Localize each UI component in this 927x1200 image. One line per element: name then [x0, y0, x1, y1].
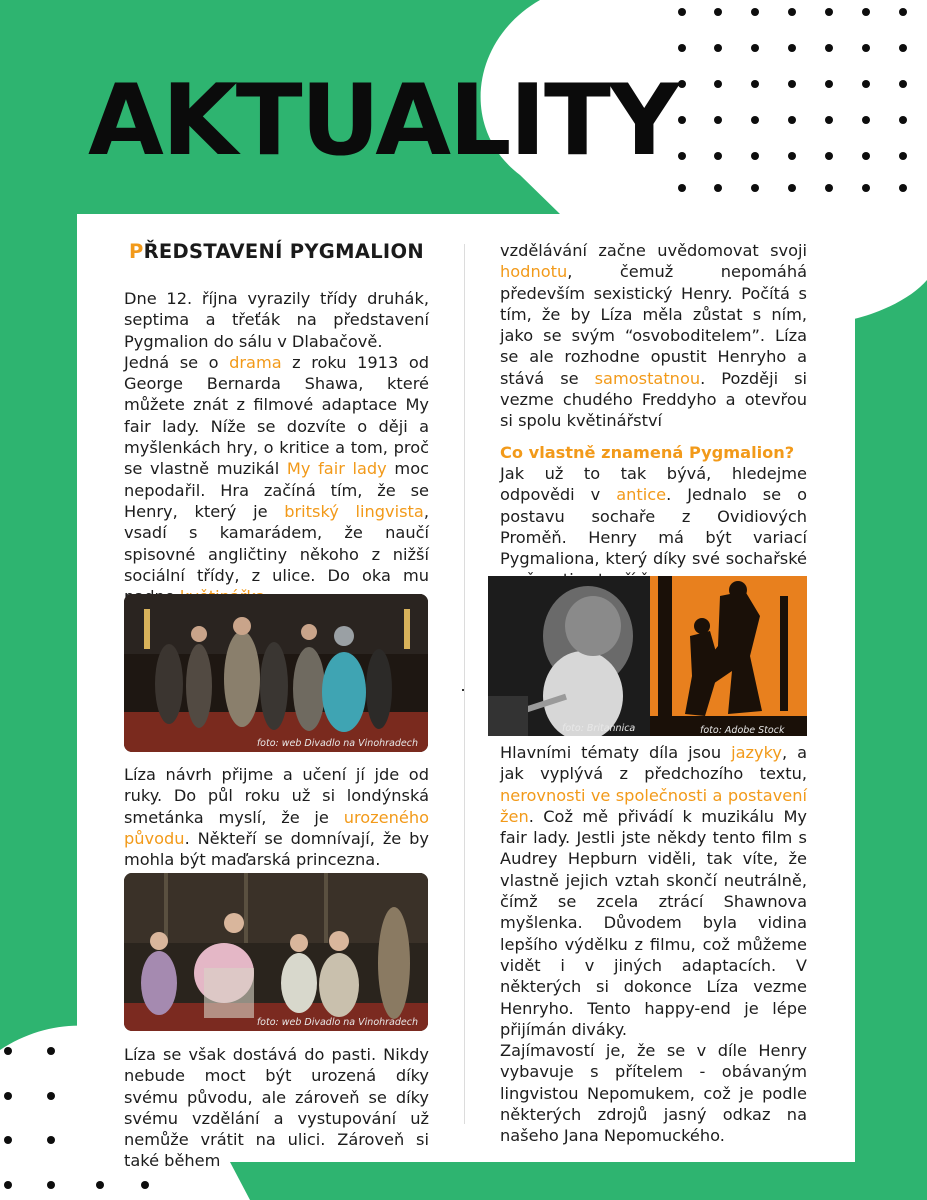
left-text-block-2: [124, 764, 429, 870]
highlight-drama: drama: [229, 352, 282, 372]
stage-photo-2-image: [124, 873, 428, 1031]
highlight-independent: samostatnou: [594, 368, 701, 388]
photo-credit-britannica: foto: Britannica: [562, 723, 636, 734]
photo-credit-adobe: foto: Adobe Stock: [700, 725, 785, 736]
plot-paragraph: Jedná se o drama z roku 1913 od George Bernarda Shawa, které můžete znát z filmové adaptace My fair lady. Níže se dozvíte o ději a myšlenkách hry, o kritice a tom, proč se vlastně muzikál My fair lady moc nepodařil. Hra začíná tím, že se Henry, který je britský lingvista, vsadí s kamarádem, že naučí spisovné angličtiny někoho z nižší sociální třídy, z ulice. Do oka mu: [124, 352, 429, 608]
trap-paragraph: Líza se však dostává do pasti. Nikdy nebude moct být urozená díky svému původu, ale zároveň se díky svému vzdělání a vystupování už nemůže vrátit na ulici. Zároveň si také během: [124, 1045, 429, 1171]
shaw-portrait: [488, 576, 650, 736]
article-title: [124, 240, 429, 263]
photo-credit-2: foto: web Divadlo na Vinohradech: [256, 1017, 418, 1028]
column-divider: [464, 244, 465, 1124]
intro-paragraph: Dne 12. října vyrazily třídy druhák, septima a třeťák na představení Pygmalion do sálu v Dlabačově.: [124, 289, 429, 351]
left-text-block-3: [124, 1044, 429, 1172]
stage-photo-2: [124, 873, 428, 1031]
section-subheading: Co vlastně znamená Pygmalion?: [500, 442, 795, 462]
value-paragraph: vzdělávání začne uvědomovat svoji hodnotu, čemuž nepomáhá především sexistický Henry. Počítá s tím, že by Líza měla zůstat s ním, jako se svým “osvoboditelem”. Líza se ale rozhodne opustit Henryho a stává se samostatnou. Později si vezme chudého Freddyho a otevřou si spolu květinářství: [500, 241, 808, 431]
highlight-inequality: nerovnosti ve společnosti a postavení žen: [500, 785, 807, 826]
highlight-antiquity: antice: [616, 485, 667, 505]
themes-paragraph: Hlavními tématy díla jsou jazyky, a jak vyplývá z předchozího textu, nerovnosti ve společnosti a postavení žen. Což mě přivádí k muzikálu My fair lady. Jestli jste někdy tento film s Audrey Hepburn viděli, tak víte, že vlastně jejich vztah skončí neutrálně, čímž se zcela ztrácí Shawnova myšlenka. Důvodem byla vidina lepšího výdělku z filmu, což můžeme vidět i v jiných adaptacích. V některých si dokonce Líza vezme Henryho. Tento happy-end je lépe přijímán diváky.: [500, 743, 807, 1039]
left-text-block-1: [124, 288, 429, 607]
shaw-portrait-image: [488, 576, 650, 736]
highlight-my-fair-lady: My fair lady: [286, 459, 387, 479]
right-text-block-2: [500, 742, 807, 1147]
stage-photo-1-image: [124, 594, 428, 752]
title-rest: ŘEDSTAVENÍ PYGMALION: [143, 240, 424, 263]
myth-paragraph: Jak už to tak bývá, hledejme odpovědi v antice. Jednalo se o postavu sochaře z Ovidiových Proměň. Henry má být variací Pygmaliona, který díky své sochařské: [500, 463, 808, 569]
pygmalion-vase-art: [650, 576, 807, 736]
pygmalion-vase-image: [650, 576, 807, 736]
highlight-linguist: britský lingvista: [284, 501, 424, 521]
highlight-languages: jazyky: [731, 743, 782, 762]
stage-photo-1: [124, 594, 428, 752]
page-masthead: AKTUALITY: [88, 64, 678, 178]
center-dot: [462, 689, 464, 691]
highlight-value: hodnotu: [500, 262, 568, 282]
learning-paragraph: Líza návrh přijme a učení jí jde od ruky. Do půl roku už si londýnská smetánka myslí, že je urozeného původu. Někteří se domnívají, že by mohla být maďarská princezna.: [124, 765, 429, 870]
title-initial: P: [129, 240, 144, 263]
highlight-noble-origin: urozeného původu: [124, 807, 429, 848]
photo-credit-1: foto: web Divadlo na Vinohradech: [256, 738, 418, 749]
trivia-paragraph: Zajímavostí je, že se v díle Henry vybavuje s přítelem - obávaným lingvistou Nepomukem, což je podle některých zdrojů jasný odkaz na našeho Jana Nepomuckého.: [500, 1041, 807, 1146]
right-text-block-1: [500, 240, 807, 591]
